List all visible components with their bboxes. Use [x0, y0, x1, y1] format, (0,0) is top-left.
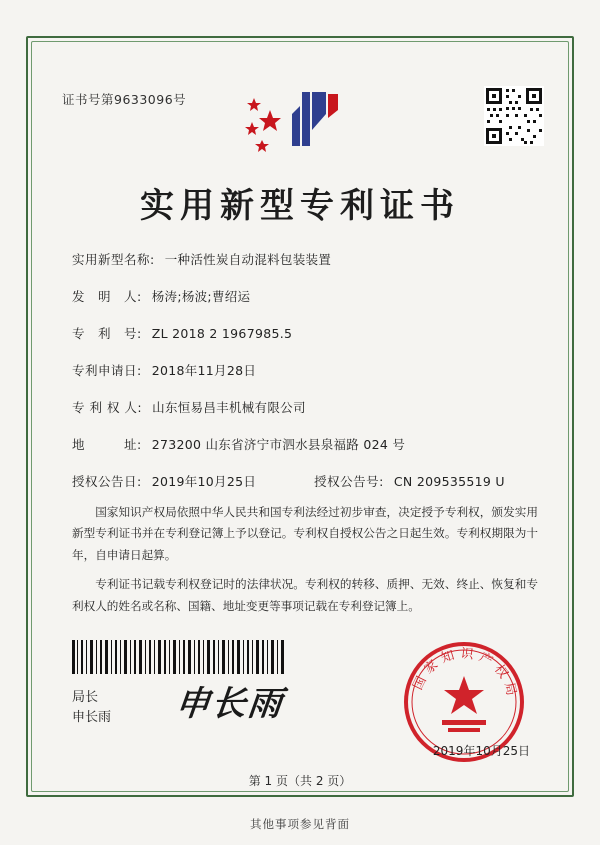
page-title: 实用新型专利证书	[140, 186, 460, 226]
body-paragraph-2: 专利证书记载专利权登记时的法律状况。专利权的转移、质押、无效、终止、恢复和专利权人的姓名或名称、国籍、地址变更等事项记载在专利登记簿上。	[72, 577, 538, 613]
signature-title: 局长	[72, 690, 99, 705]
footer-note: 其他事项参见背面	[250, 817, 350, 831]
field-value-patent-number: ZL 2018 2 1967985.5	[151, 326, 293, 341]
handwritten-signature: 申长雨	[173, 684, 286, 724]
signature-name: 申长雨	[72, 709, 112, 725]
field-value-patentee: 山东恒易昌丰机械有限公司	[152, 400, 306, 415]
field-label-grant-date: 授权公告日:	[72, 474, 142, 489]
field-label-inventor: 发 明 人:	[72, 289, 142, 304]
field-row-address	[72, 435, 540, 453]
body-text	[72, 502, 538, 625]
field-row-patentee	[72, 398, 540, 416]
field-label-name: 实用新型名称:	[72, 252, 155, 267]
qr-code-icon	[484, 86, 544, 146]
field-value-grant-date: 2019年10月25日	[151, 474, 257, 489]
field-value-application-date: 2018年11月28日	[151, 363, 257, 378]
cnipa-logo-icon	[240, 84, 360, 162]
field-row-inventor	[72, 287, 540, 305]
field-value-grant-number: CN 209535519 U	[393, 474, 505, 489]
field-value-name: 一种活性炭自动混料包装装置	[164, 252, 332, 267]
field-label-application-date: 专利申请日:	[72, 363, 142, 378]
seal-date: 2019年10月25日	[432, 744, 530, 758]
field-value-inventor: 杨涛;杨波;曹绍运	[151, 289, 251, 304]
field-row-patent-number	[72, 324, 540, 342]
certificate-number: 证书号第9633096号	[62, 92, 187, 107]
page-number: 第 1 页（共 2 页）	[248, 774, 352, 788]
field-label-grant-number: 授权公告号:	[314, 474, 384, 489]
svg-text:国家知识产权局: 国家知识产权局	[410, 646, 520, 702]
field-label-patent-number: 专 利 号:	[72, 326, 142, 341]
field-list	[72, 250, 540, 509]
field-value-address: 273200 山东省济宁市泗水县泉福路 024 号	[151, 437, 406, 452]
field-row-grant	[72, 472, 540, 490]
field-row-name	[72, 250, 540, 268]
field-label-patentee: 专 利 权 人:	[72, 400, 143, 415]
body-paragraph-1: 国家知识产权局依照中华人民共和国专利法经过初步审查，决定授予专利权，颁发实用新型专利证书并在专利登记簿上予以登记。专利权自授权公告之日起生效。专利权期限为十年，自申请日起算。	[72, 505, 538, 562]
barcode-icon	[72, 640, 284, 674]
signature-block	[72, 688, 111, 727]
field-label-address: 地 址:	[72, 437, 142, 452]
field-row-application-date	[72, 361, 540, 379]
